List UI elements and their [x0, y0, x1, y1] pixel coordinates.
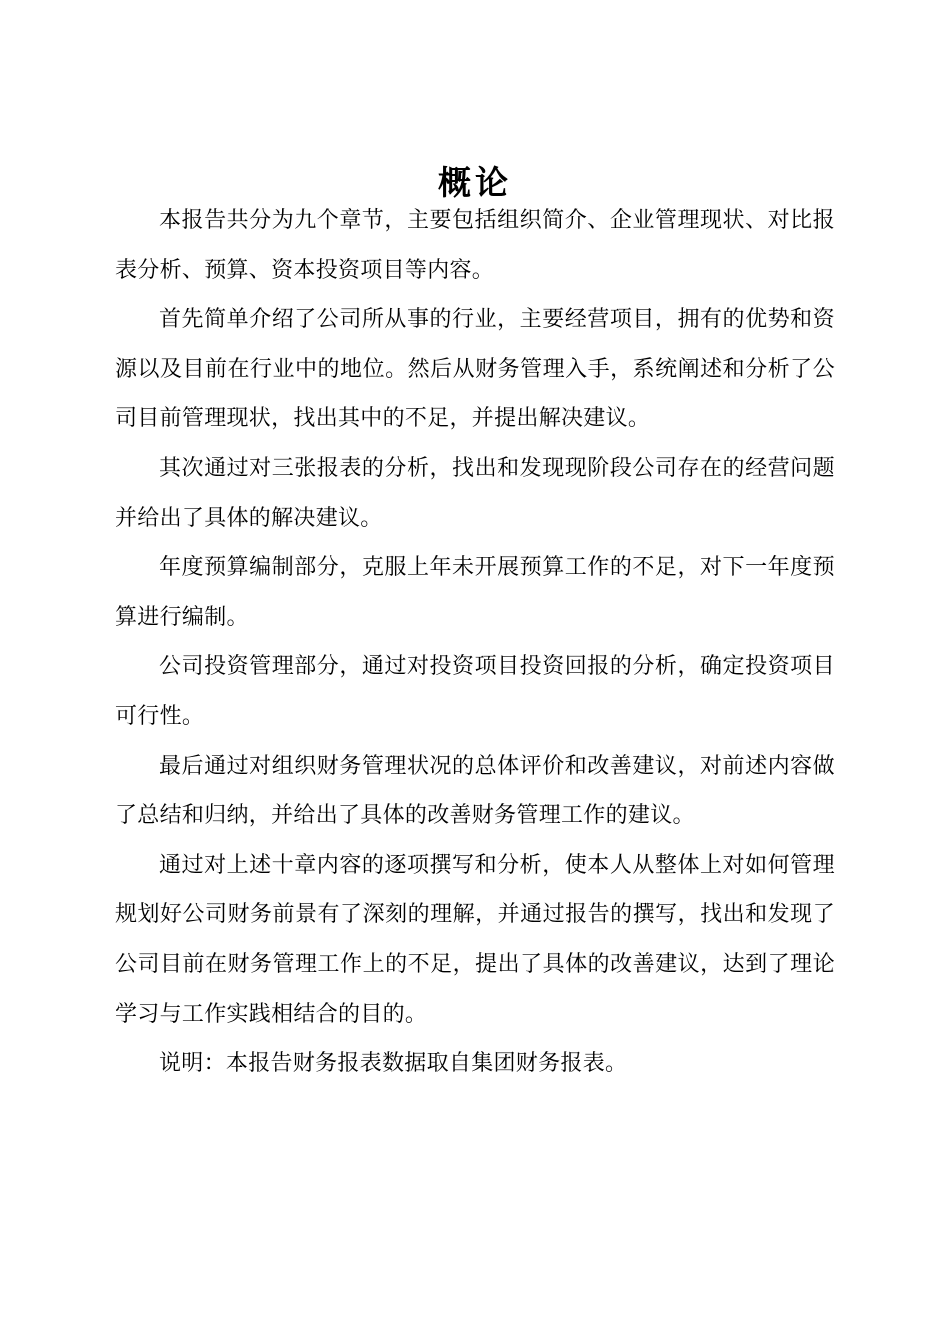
- paragraph-budget: 年度预算编制部分，克服上年未开展预算工作的不足，对下一年度预算进行编制。: [115, 555, 835, 630]
- document-title: 概论: [438, 163, 512, 203]
- paragraph-company-intro: 首先简单介绍了公司所从事的行业，主要经营项目，拥有的优势和资源以及目前在行业中的地位。然后从财务管理入手，系统阐述和分析了公司目前管理现状，找出其中的不足，并提出解决建议。: [115, 307, 835, 432]
- paragraph-note: 说明：本报告财务报表数据取自集团财务报表。: [159, 1051, 628, 1077]
- paragraph-conclusion: 最后通过对组织财务管理状况的总体评价和改善建议，对前述内容做了总结和归纳，并给出了具体的改善财务管理工作的建议。: [115, 753, 835, 829]
- paragraph-overview: 本报告共分为九个章节，主要包括组织简介、企业管理现状、对比报表分析、预算、资本投资项目等内容。: [115, 208, 835, 283]
- paragraph-statement-analysis: 其次通过对三张报表的分析，找出和发现现阶段公司存在的经营问题并给出了具体的解决建议。: [115, 455, 835, 531]
- paragraph-investment: 公司投资管理部分，通过对投资项目投资回报的分析，确定投资项目可行性。: [115, 654, 835, 729]
- paragraph-reflection: 通过对上述十章内容的逐项撰写和分析，使本人从整体上对如何管理规划好公司财务前景有了深刻的理解，并通过报告的撰写，找出和发现了公司目前在财务管理工作上的不足，提出了具体的改善建议，达到了理论学习与工作实践相结合的目的。: [115, 852, 835, 1027]
- document-body: [115, 196, 835, 1089]
